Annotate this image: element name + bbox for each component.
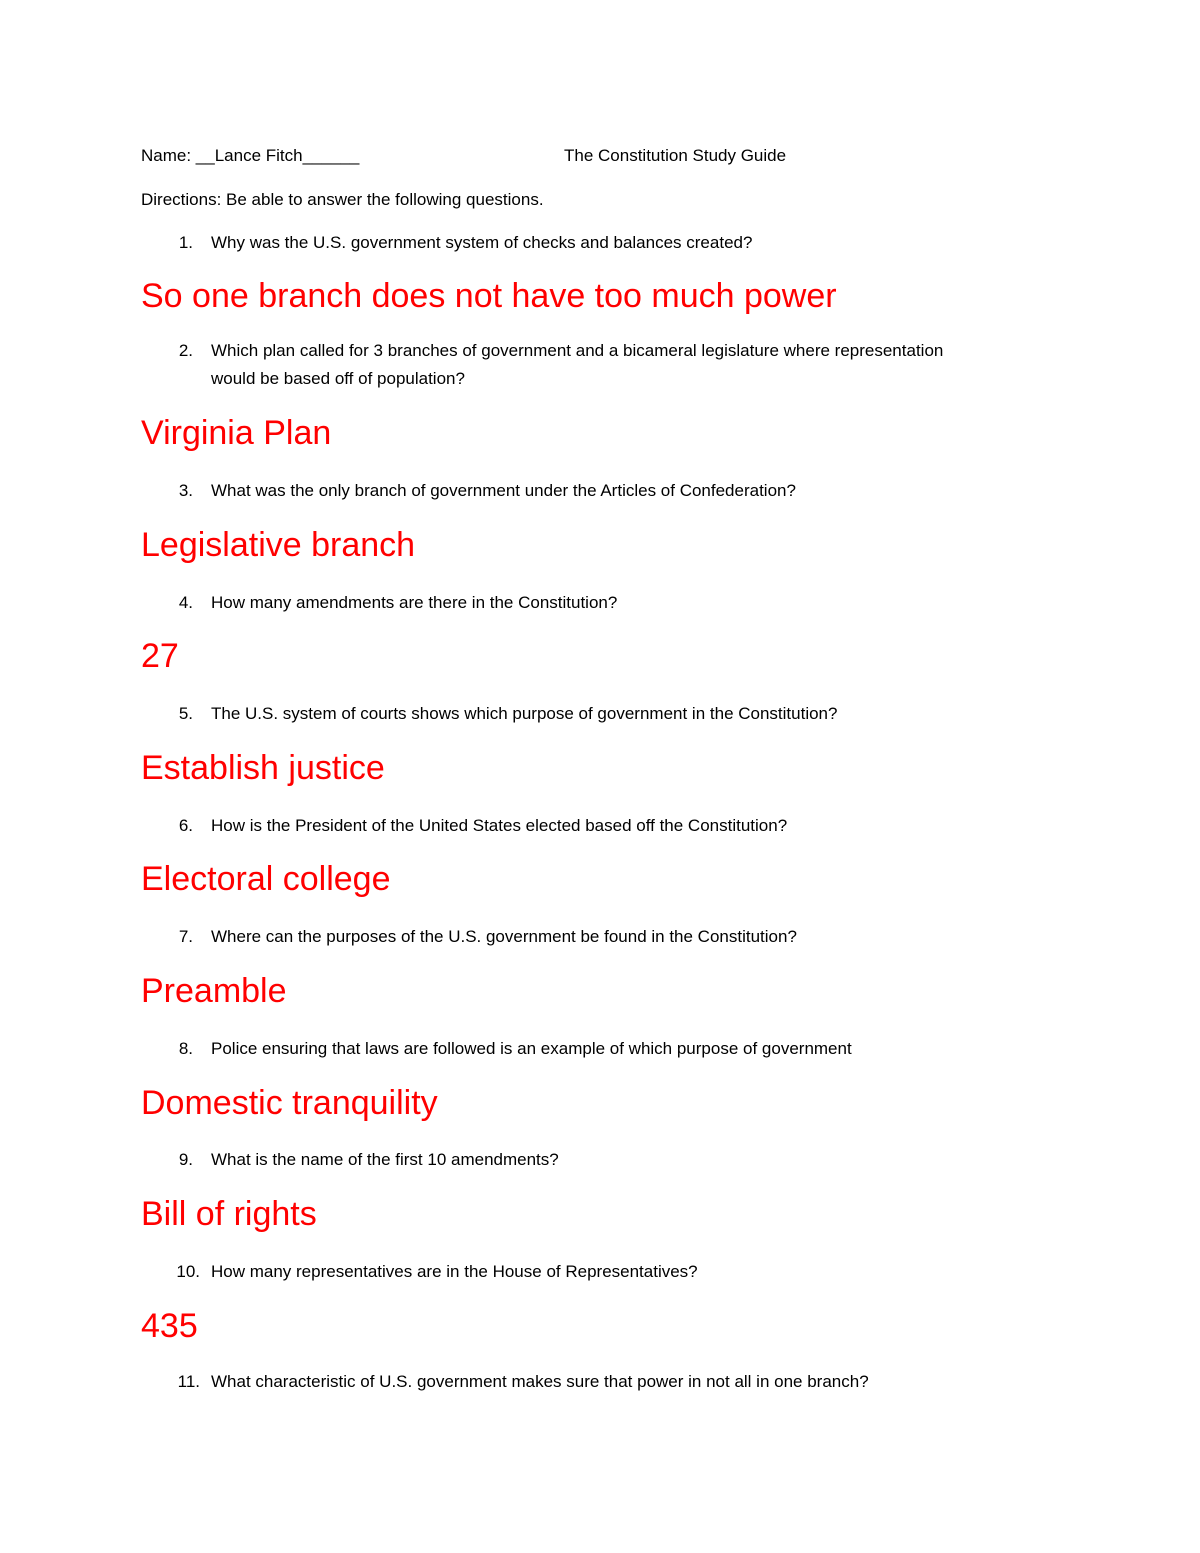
answer-text: Domestic tranquility <box>141 1084 438 1122</box>
answer-text: 435 <box>141 1307 198 1345</box>
question-number: 4. <box>178 593 193 612</box>
answer-text: Establish justice <box>141 749 385 787</box>
answer-text: So one branch does not have too much power <box>141 277 837 315</box>
question-text: What was the only branch of government under the Articles of Confederation? <box>211 481 796 500</box>
question-number: 8. <box>178 1039 193 1058</box>
question-number: 1. <box>178 233 193 252</box>
answer-text: Bill of rights <box>141 1195 317 1233</box>
question-text: Police ensuring that laws are followed is an example of which purpose of government <box>211 1039 852 1058</box>
question-text: What is the name of the first 10 amendments? <box>211 1150 559 1169</box>
question-text: Which plan called for 3 branches of government and a bicameral legislature where representation would be based off of population? <box>211 341 944 388</box>
answer-text: Legislative branch <box>141 526 416 564</box>
question-number: 6. <box>178 816 193 835</box>
question-text: Why was the U.S. government system of checks and balances created? <box>211 233 753 252</box>
question-text: How many representatives are in the House of Representatives? <box>211 1262 698 1281</box>
question-number: 9. <box>178 1150 193 1169</box>
answer-text: Electoral college <box>141 860 391 898</box>
question-number: 5. <box>178 704 193 723</box>
question-text: Where can the purposes of the U.S. government be found in the Constitution? <box>211 927 797 946</box>
document-title: The Constitution Study Guide <box>564 146 787 165</box>
question-number: 7. <box>178 927 193 946</box>
question-number: 11. <box>177 1372 200 1391</box>
answer-text: 27 <box>141 637 179 675</box>
answer-text: Preamble <box>141 972 287 1010</box>
question-text: How is the President of the United States elected based off the Constitution? <box>211 816 788 835</box>
question-text: How many amendments are there in the Constitution? <box>211 593 618 612</box>
question-number: 2. <box>178 341 193 360</box>
question-number: 3. <box>178 481 193 500</box>
question-number: 10. <box>176 1262 200 1281</box>
question-text: What characteristic of U.S. government makes sure that power in not all in one branch? <box>211 1372 869 1391</box>
answer-text: Virginia Plan <box>141 414 332 452</box>
question-text: The U.S. system of courts shows which purpose of government in the Constitution? <box>211 704 838 723</box>
directions-text: Directions: Be able to answer the following questions. <box>141 190 544 209</box>
student-name-line: Name: __Lance Fitch______ <box>141 146 360 165</box>
